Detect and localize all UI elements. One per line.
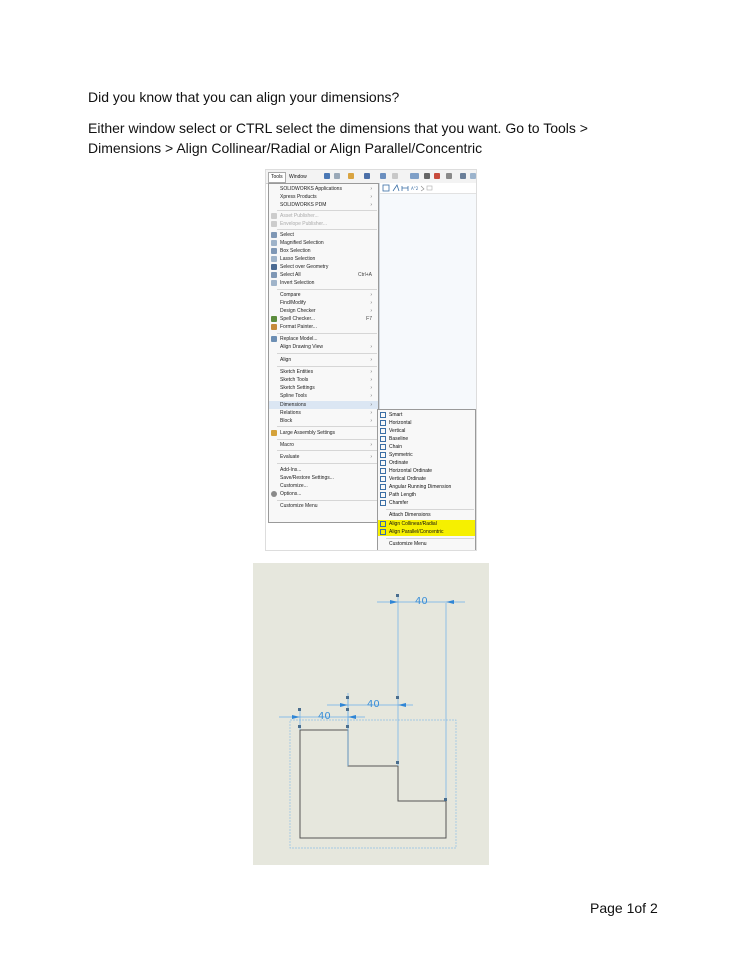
dimension-label-top[interactable]: 40 [415, 596, 428, 607]
submenu-item-align-collinear-radial[interactable]: Align Collinear/Radial [378, 520, 475, 528]
submenu-item-vertical-ordinate[interactable]: Vertical Ordinate [378, 475, 475, 483]
save-icon[interactable] [364, 173, 370, 179]
menu-item-spell-checker[interactable]: Spell Checker... F7 [269, 315, 378, 323]
new-file-icon[interactable] [334, 173, 340, 179]
submenu-item-chain[interactable]: Chain [378, 443, 475, 451]
menu-item-select[interactable]: Select [269, 231, 378, 239]
large-assembly-icon [271, 430, 277, 436]
submenu-item-path-length[interactable]: Path Length [378, 491, 475, 499]
menu-item-asset-publisher: Asset Publisher... [269, 212, 378, 220]
menu-item-sketch-tools[interactable]: Sketch Tools › [280, 377, 372, 383]
path-length-icon [380, 492, 386, 498]
home-icon[interactable] [324, 173, 330, 179]
submenu-item-smart[interactable]: Smart [378, 411, 475, 419]
select-over-geometry-icon [271, 264, 277, 270]
chamfer-dimension-icon [380, 500, 386, 506]
dimension-label-middle[interactable]: 40 [367, 699, 380, 710]
sketch-drawing [253, 563, 489, 865]
submenu-item-baseline[interactable]: Baseline [378, 435, 475, 443]
rebuild-icon[interactable] [424, 173, 430, 179]
menu-item-block[interactable]: Block › [280, 418, 372, 424]
vertical-dimension-icon [380, 428, 386, 434]
sketch-image [253, 563, 489, 865]
select-all-icon [271, 272, 277, 278]
vertical-ordinate-icon [380, 476, 386, 482]
menu-item-invert-selection[interactable]: Invert Selection [269, 279, 378, 287]
format-painter-icon [271, 324, 277, 330]
menu-item-magnified-selection[interactable]: Magnified Selection [269, 239, 378, 247]
menu-item-macro[interactable]: Macro › [280, 442, 372, 448]
submenu-item-align-parallel-concentric[interactable]: Align Parallel/Concentric [378, 528, 475, 536]
submenu-item-ordinate[interactable]: Ordinate [378, 459, 475, 467]
submenu-item-vertical[interactable]: Vertical [378, 427, 475, 435]
menu-tab-window[interactable]: Window [289, 174, 307, 180]
undo-icon[interactable] [380, 173, 386, 179]
menu-item-align[interactable]: Align › [280, 357, 372, 363]
dimension-label-bottom[interactable]: 40 [318, 711, 331, 722]
instructions-paragraph: Either window select or CTRL select the dimensions that you want. Go to Tools > Dimensions > Align Collinear/Radial or Align Parallel/Concentric [88, 120, 588, 156]
svg-text:A°2: A°2 [411, 186, 419, 191]
menu-item-select-all[interactable]: Select All Ctrl+A [269, 271, 378, 279]
options-gear-icon[interactable] [460, 173, 466, 179]
menu-item-lasso-selection[interactable]: Lasso Selection [269, 255, 378, 263]
panel-icon[interactable] [470, 173, 476, 179]
menu-item-solidworks-pdm[interactable]: SOLIDWORKS PDM › [280, 202, 372, 208]
submenu-item-attach-dimensions[interactable]: Attach Dimensions [389, 512, 431, 518]
redo-icon[interactable] [392, 173, 398, 179]
tools-menu-screenshot [265, 169, 477, 551]
horizontal-dimension-icon [380, 420, 386, 426]
menu-item-save-restore-settings[interactable]: Save/Restore Settings... [280, 475, 334, 481]
invert-selection-icon [271, 280, 277, 286]
horizontal-ordinate-icon [380, 468, 386, 474]
menu-item-xpress-products[interactable]: Xpress Products › [280, 194, 372, 200]
replace-model-icon [271, 336, 277, 342]
gear-icon [271, 491, 277, 497]
chain-dimension-icon [380, 444, 386, 450]
box-selection-icon [271, 248, 277, 254]
submenu-item-angular-running-dimension[interactable]: Angular Running Dimension [378, 483, 475, 491]
submenu-item-chamfer[interactable]: Chamfer [378, 499, 475, 507]
menu-item-options[interactable]: Options... [269, 490, 378, 498]
envelope-publisher-icon [271, 221, 277, 227]
open-folder-icon[interactable] [348, 173, 354, 179]
select-icon [271, 232, 277, 238]
submenu-item-symmetric[interactable]: Symmetric [378, 451, 475, 459]
menu-item-sketch-entities[interactable]: Sketch Entities › [280, 369, 372, 375]
magnifier-icon [271, 240, 277, 246]
asset-publisher-icon [271, 213, 277, 219]
menu-item-select-over-geometry[interactable]: Select over Geometry [269, 263, 378, 271]
menu-item-customize[interactable]: Customize... [280, 483, 308, 489]
symmetric-dimension-icon [380, 452, 386, 458]
spell-check-icon [271, 316, 277, 322]
ordinate-dimension-icon [380, 460, 386, 466]
menu-item-evaluate[interactable]: Evaluate › [280, 454, 372, 460]
menu-item-spline-tools[interactable]: Spline Tools › [280, 393, 372, 399]
submenu-item-horizontal-ordinate[interactable]: Horizontal Ordinate [378, 467, 475, 475]
tools-menu [268, 183, 379, 523]
select-tool-icon[interactable] [410, 173, 419, 179]
menu-item-format-painter[interactable]: Format Painter... [269, 323, 378, 331]
sketch-toolbar-strip [380, 183, 477, 194]
menu-bar [266, 170, 477, 184]
angular-running-icon [380, 484, 386, 490]
smart-dimension-icon [380, 412, 386, 418]
lasso-icon [271, 256, 277, 262]
baseline-dimension-icon [380, 436, 386, 442]
graphics-area [379, 183, 477, 409]
menu-item-relations[interactable]: Relations › [280, 410, 372, 416]
menu-item-large-assembly-settings[interactable]: Large Assembly Settings [269, 429, 378, 437]
menu-item-add-ins[interactable]: Add-Ins... [280, 467, 302, 473]
sketch-toolbar-icons [380, 183, 440, 193]
selection-box [290, 720, 456, 848]
menu-item-customize-menu[interactable]: Customize Menu [280, 503, 318, 509]
dimensions-submenu [377, 409, 476, 551]
file-properties-icon[interactable] [446, 173, 452, 179]
menu-item-envelope-publisher: Envelope Publisher... [269, 220, 378, 228]
submenu-item-customize-menu[interactable]: Customize Menu [389, 541, 427, 547]
menu-item-find-modify[interactable]: Find/Modify › [280, 300, 372, 306]
intro-paragraph: Did you know that you can align your dimensions? [88, 89, 400, 105]
align-collinear-icon [380, 521, 386, 527]
menu-item-design-checker[interactable]: Design Checker › [280, 308, 372, 314]
menu-item-compare[interactable]: Compare › [280, 292, 372, 298]
grip-handles [298, 594, 447, 801]
menu-tab-tools[interactable]: Tools [268, 172, 286, 183]
menu-item-dimensions[interactable]: Dimensions › [269, 401, 378, 409]
submenu-item-horizontal[interactable]: Horizontal [378, 419, 475, 427]
align-parallel-icon [380, 529, 386, 535]
menu-item-solidworks-applications[interactable]: SOLIDWORKS Applications › [280, 186, 372, 192]
menu-item-box-selection[interactable]: Box Selection [269, 247, 378, 255]
menu-item-sketch-settings[interactable]: Sketch Settings › [280, 385, 372, 391]
traffic-light-icon[interactable] [434, 173, 440, 179]
menu-item-align-drawing-view[interactable]: Align Drawing View › [280, 344, 372, 350]
l-shaped-profile [300, 730, 446, 838]
page-number: Page 1of 2 [590, 900, 658, 916]
menu-item-replace-model[interactable]: Replace Model... [269, 335, 378, 343]
